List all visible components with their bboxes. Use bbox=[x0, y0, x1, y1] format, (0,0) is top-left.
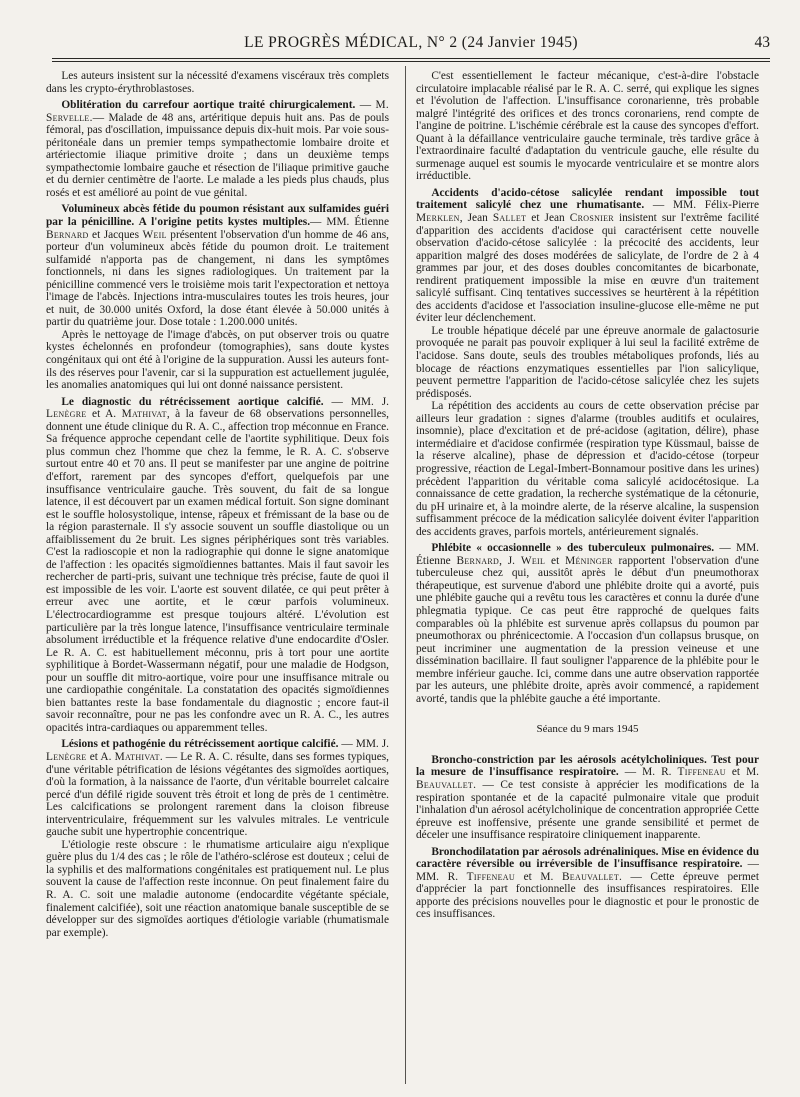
article-paragraph: L'étiologie reste obscure : le rhumatisme articulaire aigu n'explique guère plus du 1/4 des cas ; le rôle de l'athéro-sclérose est douteux ; celui de la syphilis et des malformations congénitales est pratiquement nul. Le plus souvent la cause de l'affection reste inconnue. On peut finalement faire du R. A. C. soit une maladie autonome (endocardite végétante spéciale, finalement calcifiée), soit une réaction anatomique banale susceptible de se développer sur des sigmoïdes aortiques d'étiologie variable (rhumatismale par exemple). bbox=[46, 838, 389, 939]
article-author: Bernard bbox=[456, 554, 500, 567]
article-authors-prefix: — MM. Étienne bbox=[310, 216, 389, 229]
article-diagnostic-rac bbox=[46, 396, 389, 735]
article-author: Tiffeneau bbox=[677, 766, 726, 779]
article-author: M. Servelle. bbox=[46, 99, 389, 124]
article-authors-prefix: — MM. J. bbox=[338, 738, 389, 751]
article-body: présentent l'observation d'un homme de 46 ans, porteur d'un volumineux abcès fétide du poumon droit. Le traitement sulfamidé n'apporta pas de changement, ni dans les symptômes fonctionnels, ni dans les signes radiologiques. Un traitement par la pénicilline commencé vers le troisième mois tarit l'expectoration et nettoya l'image de l'abcès. Injections intra-musculaires toutes les trois heures, jour et nuit, de 30.000 unités Oxford, la dose étant élevée à 50.000 unités à partir du quatrième jour. Dose totale : 1.200.000 unités. bbox=[46, 228, 389, 329]
article-authors-prefix: — MM. Félix-Pierre bbox=[644, 199, 759, 212]
journal-title: LE PROGRÈS MÉDICAL, N° 2 (24 Janvier 1945) bbox=[244, 34, 578, 51]
intro-paragraph: Les auteurs insistent sur la nécessité d'examens viscéraux très complets dans les crypto-érythroblastoses. bbox=[46, 70, 389, 95]
article-paragraph bbox=[416, 754, 759, 842]
article-oblitération bbox=[46, 99, 389, 199]
article-paragraph bbox=[416, 846, 759, 921]
left-column bbox=[46, 70, 389, 1080]
article-authors-joiner: et Jean bbox=[526, 212, 570, 225]
article-paragraph: La répétition des accidents au cours de cette observation précise par ailleurs leur gradation : signes d'alarme (troubles auditifs et oculaires, insomnie), place d'excitation et de pré-acidose (agitation, délire), phase intermédiaire et d'acidose confirmée (respiration type Küssmaul, baisse de la réserve alcaline), phase de dépression et d'acido-cétose (torpeur progressive, réaction de Legal-Imbert-Bonnamour positive dans les urines) précèdent l'apparition du véritable coma salicylé acidocétosique. La connaissance de cette gradation, la recherche systématique de la cétonurie, du pH urinaire et, à la moindre alerte, de la réserve alcaline, la suspension suffisamment précoce de la médication salicylée doivent éviter l'apparition des accidents graves, parfois mortels, antérieurement signalés. bbox=[416, 400, 759, 538]
column-separator bbox=[405, 66, 406, 1084]
article-body: insistent sur l'extrême facilité d'apparition des accidents d'acidose qui caractérisent cette nouvelle observation d'acido-cétose salicylée : la précocité des accidents, leur apparition malgré des doses modérées de salicylate, de l'ordre de 2 à 4 grammes par jour, et des doses doubles concomitantes de bicarbonate, rendirent pratiquement impossible la mise en œuvre d'un traitement salicylé suffisant. Cinq tentatives successives se heurtèrent à la répétition des accidents d'acidose et l'association insuline-glucose elle-même ne put éviter leur déclenchement. bbox=[416, 212, 759, 325]
article-body: , à la faveur de 68 observations personnelles, donnent une étude clinique du R. A. C., affection trop méconnue en France. Sa fréquence approche cependant celle de l'aortite syphilitique. Deux fois plus commun chez l'homme que chez la femme, le R. A. C. s'observe surtout entre 40 et 70 ans. Il peut se manifester par une angine de poitrine d'effort, rarement par des syncopes d'effort, quelquefois par une insuffisance ventriculaire gauche. Très souvent, du fait de sa longue latence, il est découvert par un examen médical fortuit. Son signe dominant est le souffle holosystolique, intense, râpeux et frémissant de la base ou de la région parasternale. Il s'y associe souvent un souffle diastolique ou un affaiblissement du 2e bruit. Les signes périphériques sont très variables. C'est la radioscopie et non la radiographie qui donne le signe anatomique de l'affection : les opacités sigmoïdiennes battantes. Mais il faut savoir les rechercher de parti-pris, suivant une technique très précise, faute de quoi il est impossible de les voir. L'aorte est souvent dilatée, ce qui peut prêter à erreur avec une aortite, et le cœur parfois volumineux. L'électrocardiogramme est presque toujours altéré. L'évolution est particulière par la très longue latence, l'insuffisance ventriculaire terminale absolument irréductible et la fréquence relative d'une endocardite d'Osler. Le R. A. C. est habituellement méconnu, pris à tort pour une aortite syphilitique à Bordet-Wassermann négatif, pour une maladie de Hodgson, pour un souffle dit mitro-aortique, voire pour une insuffisance mitrale ou une cardiopathie congénitale. La constatation des opacités sigmoïdiennes bien battantes reste la base fondamentale du diagnostic ; encore faut-il savoir reconnaître, pour ne pas les confondre avec un R. A. C., les autres opacités intra-cardiaques ou apparemment telles. bbox=[46, 408, 389, 734]
article-body: . — Ce test consiste à apprécier les modifications de la respiration spontanée et de la capacité pulmonaire vitale que produit l'inhalation d'un aérosol acétylcholinique de concentration appropriée Cette épreuve est inoffensive, présente une grande sensibilité et permet de déceler une insuffisance respiratoire cliniquement inapparente. bbox=[416, 778, 759, 842]
article-author: Sallet bbox=[492, 212, 527, 225]
article-author: Lenègre bbox=[46, 408, 87, 421]
article-body: . — Cette épreuve permet d'apprécier la part fonctionnelle des insuffisances respiratoires. Elle apporte des précisions nouvelles pour le diagnostic et pour le pronostic de ces insuffisances. bbox=[416, 870, 759, 921]
article-authors-prefix: — MM. Étienne bbox=[416, 542, 759, 567]
article-paragraph bbox=[46, 738, 389, 838]
article-author: Lenègre bbox=[46, 750, 87, 763]
article-authors-joiner: , Jean bbox=[459, 212, 493, 225]
article-paragraph bbox=[46, 203, 389, 328]
article-phlebite bbox=[416, 542, 759, 705]
header-rule-bottom bbox=[52, 61, 770, 62]
article-paragraph: Oblitération du carrefour aortique traité chirurgicalement. — M. Servelle.— Malade de 48 ans, artéritique depuis huit ans. Pas de pouls fémoral, pas d'oscillation, impuissance depuis dix-huit mois. Par voie sous-péritonéale dans un premier temps sympathectomie lombaire droite et artériectomie iliaque primitive droite ; dans un deuxième temps sympathectomie lombaire gauche et résection de l'iliaque primitive gauche et du dernier centimètre de l'aorte. Le malade a les pieds plus chauds, plus rosés et est amélioré au point de vue génital. bbox=[46, 99, 389, 199]
article-title: Oblitération du carrefour aortique traité chirurgicalement. bbox=[61, 99, 356, 112]
right-column bbox=[416, 70, 759, 1080]
article-broncho-constriction bbox=[416, 754, 759, 842]
article-authors-prefix: — M. R. bbox=[618, 766, 678, 779]
article-title: Lésions et pathogénie du rétrécissement aortique calcifié. bbox=[61, 738, 339, 751]
article-title: Le diagnostic du rétrécissement aortique calcifié. bbox=[61, 395, 324, 408]
article-title: Accidents d'acido-cétose salicylée rendant impossible tout traitement salicylé chez une rhumatisante. bbox=[416, 186, 759, 212]
article-paragraph: Le trouble hépatique décelé par une épreuve anormale de galactosurie provoquée ne parait pas pouvoir expliquer à lui seul la facilité extrême de l'acidose. Sans doute, seuls des troubles métaboliques profonds, liés au blocage de réactions enzymatiques essentielles par l'ion salicylique, peuvent permettre l'apparition de l'acido-cétose salicylée chez les sujets prédisposés. bbox=[416, 324, 759, 400]
header-rule-top bbox=[52, 58, 770, 59]
article-body: . — Le R. A. C. résulte, dans ses formes typiques, d'une véritable pétrification de lésions végétantes des sigmoïdes aortiques, d'où la formation, à la naissance de l'aorte, d'un véritable bourrelet calcaire percé d'un défilé rigide souvent très étroit et long de près de 1 centimètre. Les calcifications se prolongent rarement dans la cloison fibreuse interventriculaire, fréquemment sur les valvules mitrales. Le ventricule gauche subit une hypertrophie concentrique. bbox=[46, 750, 389, 839]
article-authors-joiner: et A. bbox=[86, 408, 122, 421]
article-authors-prefix: — MM. R. bbox=[416, 858, 759, 883]
article-paragraph bbox=[416, 542, 759, 705]
article-paragraph bbox=[416, 187, 759, 325]
article-lesions-rac bbox=[46, 738, 389, 939]
article-author: Méninger bbox=[565, 554, 613, 567]
article-body: — Malade de 48 ans, artéritique depuis huit ans. Pas de pouls fémoral, pas d'oscillation, impuissance depuis dix-huit mois. Par voie sous-péritonéale dans un premier temps sympathectomie lombaire droite et artériectomie iliaque primitive droite ; dans un deuxième temps sympathectomie lombaire gauche et résection de l'iliaque primitive gauche et du dernier centimètre de l'aorte. Le malade a les pieds plus chauds, plus rosés et est amélioré au point de vue génital. bbox=[46, 111, 389, 199]
article-title: Broncho-constriction par les aérosols acétylcholiniques. Test pour la mesure de l'insuffisance respiratoire. bbox=[416, 753, 759, 779]
article-author: Beauvallet bbox=[416, 778, 474, 791]
article-acido-cetose bbox=[416, 187, 759, 538]
page-number: 43 bbox=[754, 34, 770, 51]
article-author: Merklen bbox=[416, 212, 460, 225]
article-bronchodilatation bbox=[416, 846, 759, 921]
article-paragraph: Après le nettoyage de l'image d'abcès, on put observer trois ou quatre kystes échelonnés en profondeur (tomographies), sans doute kystes congénitaux qui ont été à l'origine de la suppuration. Aussi les auteurs font-ils des réserves pour l'avenir, car si la suppuration est actuellement jugulée, les anomalies anatomiques qui lui ont donné naissance persistent. bbox=[46, 328, 389, 392]
article-body: rapportent l'observation d'une tuberculeuse chez qui, aussitôt après le début d'un pneumothorax thérapeutique, est survenue d'abord une phlébite droite qui a avorté, puis une phlébite gauche qui a revêtu tous les caractères et connu la durée d'une phlegmatia typique. Ce cas peut être rapproché de quelques faits comparables où la phlébite est survenue après collapsus du poumon par pneumothorax ou phrénicectomie. A l'occasion d'un collapsus brusque, on peut incriminer une augmentation de la pression veineuse et une dissémination bacillaire. Il faut souligner l'apparence de la phlébite pour le membre inférieur gauche. Ici, comme dans une autre observation rapportée par les auteurs, une phlébite droite, après avoir commencé, a rapidement avorté, tandis que la phlébite gauche a été importante. bbox=[416, 554, 759, 705]
article-author: Weil bbox=[520, 554, 546, 567]
article-paragraph bbox=[46, 396, 389, 735]
session-heading: Séance du 9 mars 1945 bbox=[536, 723, 639, 736]
article-authors-prefix: — MM. J. bbox=[323, 395, 389, 408]
article-author: Crosnier bbox=[569, 212, 614, 225]
article-author: Mathivat bbox=[114, 750, 160, 763]
article-author: Beauvallet bbox=[561, 870, 620, 883]
article-authors-joiner: et A. bbox=[86, 750, 115, 763]
article-abces-poumon bbox=[46, 203, 389, 391]
article-title: Phlébite « occasionnelle » des tuberculeux pulmonaires. bbox=[431, 542, 715, 555]
article-author: Bernard bbox=[46, 228, 89, 241]
article-authors-joiner: , J. bbox=[499, 554, 521, 567]
article-author: Mathivat bbox=[121, 408, 167, 421]
article-authors-joiner: et Jacques bbox=[88, 228, 143, 241]
article-author: Weil bbox=[142, 228, 167, 241]
article-authors-joiner: et bbox=[545, 554, 566, 567]
article-authors-joiner: et M. bbox=[725, 766, 759, 779]
article-title: Volumineux abcès fétide du poumon résistant aux sulfamides guéri par la pénicilline. A l'origine petits kystes multiples. bbox=[46, 203, 389, 229]
running-header bbox=[52, 34, 770, 56]
article-title: Bronchodilatation par aérosols adrénaliniques. Mise en évidence du caractère réversible ou irréversible de l'insuffisance respiratoire. bbox=[416, 845, 759, 871]
article-author: Tiffeneau bbox=[466, 870, 515, 883]
intro-paragraph: C'est essentiellement le facteur mécanique, c'est-à-dire l'obstacle circulatoire implacable réalisé par le R. A. C. serré, qui explique les signes et l'évolution de l'affection. L'insuffisance coronarienne, très probable malgré l'intégrité des orifices et des troncs coronariens, rend compte de l'angine de poitrine. L'ischémie cérébrale est la cause des syncopes d'effort. Quant à la défaillance ventriculaire gauche terminale, très tardive grâce à l'extraordinaire faculté d'adaptation du ventricule gauche, elle résulte du surmenage auquel est soumis le myocarde ventriculaire et se montre alors irréductible. bbox=[416, 70, 759, 183]
article-authors-joiner: et M. bbox=[514, 870, 562, 883]
